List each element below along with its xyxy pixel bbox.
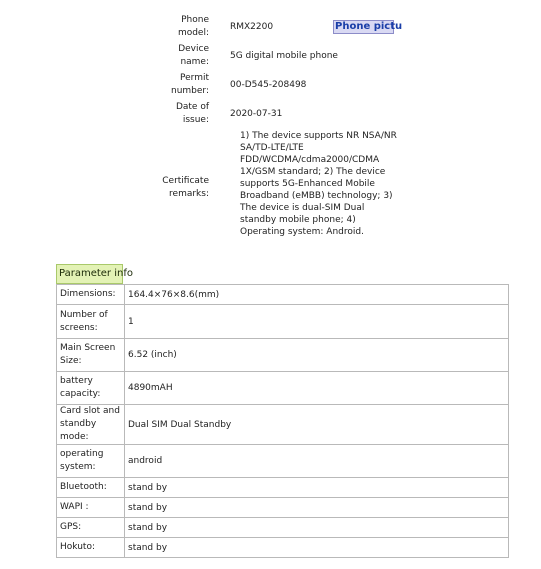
table-row: [57, 538, 509, 558]
table-row: [57, 498, 509, 518]
table-row: [57, 518, 509, 538]
param-value: android: [125, 445, 509, 478]
param-key: Dimensions:: [57, 285, 125, 305]
phone-picture-button[interactable]: Phone pictu: [335, 21, 403, 32]
param-value: 4890mAH: [125, 372, 509, 405]
param-value: 1: [125, 305, 509, 339]
table-row: [57, 445, 509, 478]
param-key: Hokuto:: [57, 538, 125, 558]
param-key: Number of screens:: [57, 305, 125, 339]
parameter-info-header: Parameter info: [56, 264, 123, 284]
table-row: [57, 478, 509, 498]
permit-number-label: Permit number:: [171, 73, 209, 96]
param-key: battery capacity:: [57, 372, 125, 405]
phone-model-label: Phone model:: [177, 15, 209, 38]
table-row: [57, 372, 509, 405]
table-row: [57, 339, 509, 372]
param-value: stand by: [125, 498, 509, 518]
param-key: operating system:: [57, 445, 125, 478]
param-value: stand by: [125, 518, 509, 538]
param-value: 6.52 (inch): [125, 339, 509, 372]
param-key: GPS:: [57, 518, 125, 538]
device-name-value: 5G digital mobile phone: [230, 51, 338, 61]
param-value: 164.4×76×8.6(mm): [125, 285, 509, 305]
certificate-remarks-value: 1) The device supports NR NSA/NR SA/TD-LTE/LTE FDD/WCDMA/cdma2000/CDMA 1X/GSM standard; 2) The device supports 5G-Enhanced Mobile Broadband (eMBB) technology; 3) The device is dual-SIM Dual standby mobile phone; 4) Operating system: Android.: [240, 131, 397, 237]
table-row: [57, 285, 509, 305]
certificate-remarks-label: Certificate remarks:: [162, 176, 209, 199]
parameter-table: [56, 284, 509, 558]
param-value: Dual SIM Dual Standby: [125, 405, 509, 445]
table-row: [57, 405, 509, 445]
table-row: [57, 305, 509, 339]
issue-date-label: Date of issue:: [175, 102, 209, 125]
param-key: WAPI :: [57, 498, 125, 518]
param-key: Main Screen Size:: [57, 339, 125, 372]
phone-model-value: RMX2200: [230, 22, 274, 32]
param-key: Bluetooth:: [57, 478, 125, 498]
device-name-label: Device name:: [178, 44, 209, 67]
permit-number-value: 00-D545-208498: [230, 80, 307, 90]
issue-date-value: 2020-07-31: [230, 109, 283, 119]
param-key: Card slot and standby mode:: [57, 405, 125, 445]
param-value: stand by: [125, 538, 509, 558]
param-value: stand by: [125, 478, 509, 498]
